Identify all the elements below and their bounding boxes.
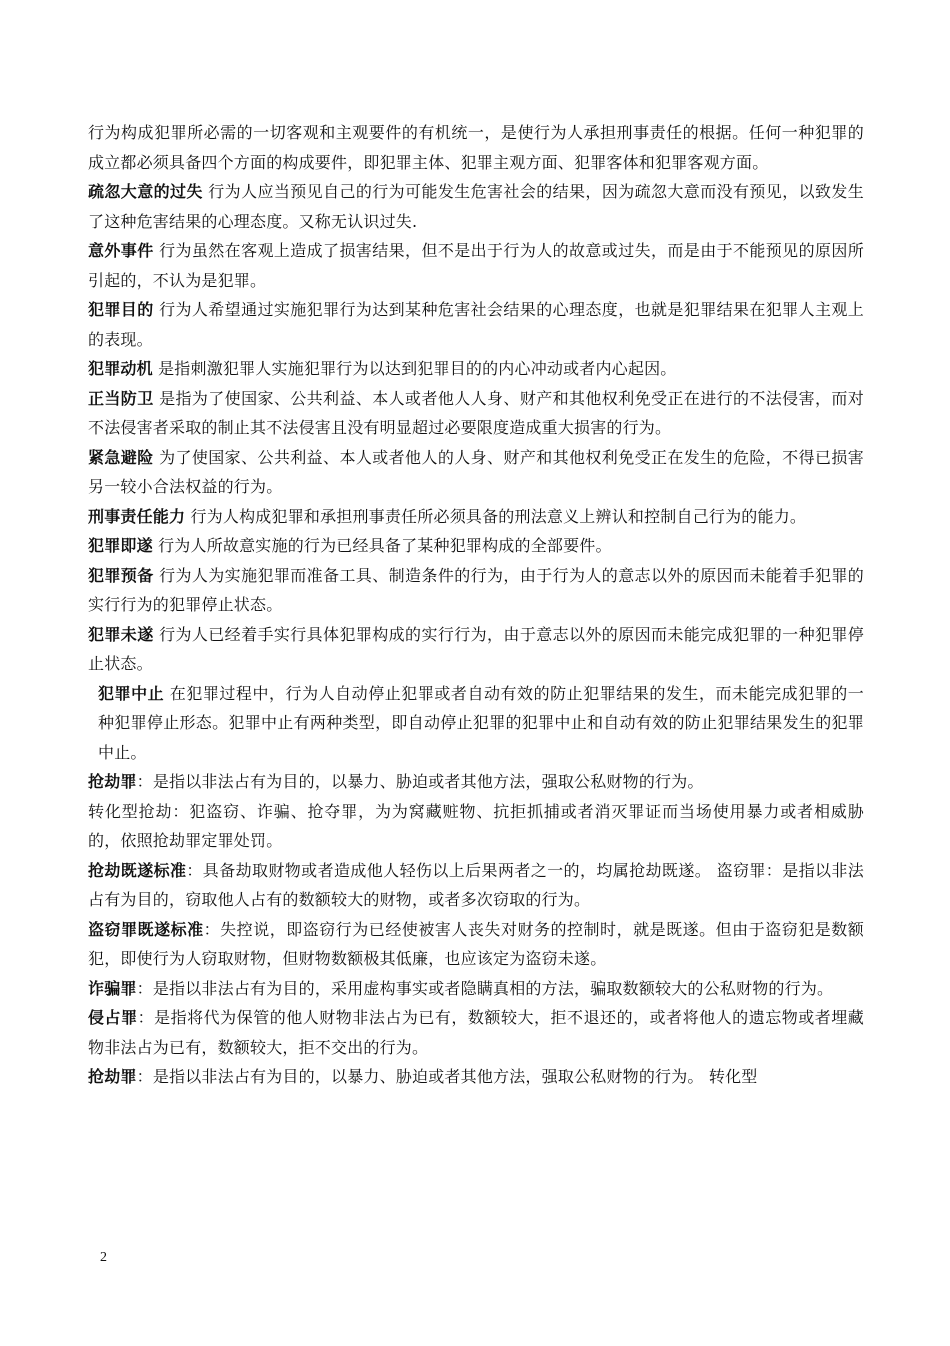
term-heading: 正当防卫 <box>88 388 154 408</box>
paragraph-definition <box>88 561 864 620</box>
page-number: 2 <box>100 1250 107 1265</box>
paragraph-plain <box>88 797 864 856</box>
paragraph-intro <box>88 118 864 177</box>
term-heading: 抢劫罪 <box>88 1067 137 1086</box>
paragraph-definition <box>88 620 864 679</box>
definition-text: 是指以非法占有为目的，采用虚构事实或者隐瞒真相的方法，骗取数额较大的公私财物的行为。 <box>152 978 834 998</box>
paragraph-definition <box>88 384 864 443</box>
term-heading: 抢劫既遂标准 <box>88 860 187 880</box>
paragraph-definition <box>88 443 864 502</box>
term-heading: 犯罪动机 <box>88 359 153 378</box>
paragraph-definition <box>88 502 864 532</box>
paragraph-definition <box>88 177 864 236</box>
term-heading: 紧急避险 <box>88 447 154 467</box>
definition-text: 具备劫取财物或者造成他人轻伤以上后果两者之一的，均属抢劫既遂。 盗窃罪：是指以非法占有为目的，窃取他人占有的数额较大的财物，或者多次窃取的行为。 <box>88 860 864 909</box>
definition-text: 是指为了使国家、公共利益、本人或者他人人身、财产和其他权利免受正在进行的不法侵害，而对不法侵害者采取的制止其不法侵害且没有明显超过必要限度造成重大损害的行为。 <box>88 388 864 437</box>
term-heading: 抢劫罪 <box>88 772 137 791</box>
paragraph-definition: 抢劫罪：是指以非法占有为目的，以暴力、胁迫或者其他方法，强取公私财物的行为。 转化型 <box>88 1067 758 1086</box>
document-body <box>88 118 864 1092</box>
definition-text: 行为虽然在客观上造成了损害结果，但不是出于行为人的故意或过失，而是由于不能预见的原因所引起的，不认为是犯罪。 <box>88 241 864 290</box>
paragraph-definition <box>88 295 864 354</box>
term-heading: 刑事责任能力 <box>88 506 186 526</box>
paragraph-definition <box>88 354 864 384</box>
term-heading: 犯罪中止 <box>98 683 165 703</box>
paragraph-definition <box>88 236 864 295</box>
paragraph-definition <box>88 679 864 768</box>
term-heading: 犯罪目的 <box>88 300 154 319</box>
paragraph-definition: 诈骗罪：是指以非法占有为目的，采用虚构事实或者隐瞒真相的方法，骗取数额较大的公私财物的行为。 <box>88 978 834 998</box>
paragraph-definition: 抢劫既遂标准：具备劫取财物或者造成他人轻伤以上后果两者之一的，均属抢劫既遂。 盗窃罪：是指以非法占有为目的，窃取他人占有的数额较大的财物，或者多次窃取的行为。 <box>88 860 864 909</box>
definition-text: 是指以非法占有为目的，以暴力、胁迫或者其他方法，强取公私财物的行为。 转化型 <box>152 1067 758 1086</box>
paragraph-definition: 盗窃罪既遂标准：失控说，即盗窃行为已经使被害人丧失对财务的控制时，就是既遂。但由于盗窃犯是数额犯，即使行为人窃取财物，但财物数额极其低廉，也应该定为盗窃未遂。 <box>88 919 865 968</box>
definition-text: 是指刺激犯罪人实施犯罪行为以达到犯罪目的的内心冲动或者内心起因。 <box>158 359 677 378</box>
definition-text: 在犯罪过程中，行为人自动停止犯罪或者自动有效的防止犯罪结果的发生，而未能完成犯罪的一种犯罪停止形态。犯罪中止有两种类型，即自动停止犯罪的犯罪中止和自动有效的防止犯罪结果发生的犯罪中止。 <box>98 683 864 762</box>
paragraph-definition <box>88 531 864 561</box>
paragraph-definition: 抢劫罪：是指以非法占有为目的，以暴力、胁迫或者其他方法，强取公私财物的行为。 <box>88 772 704 791</box>
definition-text: 是指将代为保管的他人财物非法占为已有，数额较大，拒不退还的，或者将他人的遗忘物或者埋藏物非法占为已有，数额较大，拒不交出的行为。 <box>88 1008 865 1057</box>
term-heading: 疏忽大意的过失 <box>88 182 203 201</box>
definition-text: 失控说，即盗窃行为已经使被害人丧失对财务的控制时，就是既遂。但由于盗窃犯是数额犯，即使行为人窃取财物，但财物数额极其低廉，也应该定为盗窃未遂。 <box>88 919 865 968</box>
term-heading: 盗窃罪既遂标准 <box>88 919 204 939</box>
definition-text: 为了使国家、公共利益、本人或者他人的人身、财产和其他权利免受正在发生的危险，不得已损害另一较小合法权益的行为。 <box>88 447 864 496</box>
term-heading: 犯罪预备 <box>88 565 154 585</box>
term-heading: 诈骗罪 <box>88 978 137 998</box>
term-heading: 侵占罪 <box>88 1008 138 1027</box>
term-heading: 意外事件 <box>88 241 154 260</box>
definition-text: 是指以非法占有为目的，以暴力、胁迫或者其他方法，强取公私财物的行为。 <box>152 772 704 791</box>
definition-text: 行为人构成犯罪和承担刑事责任所必须具备的刑法意义上辨认和控制自己行为的能力。 <box>190 506 807 526</box>
term-heading: 犯罪未遂 <box>88 624 154 644</box>
definition-text: 行为人为实施犯罪而准备工具、制造条件的行为，由于行为人的意志以外的原因而未能着手犯罪的实行行为的犯罪停止状态。 <box>88 565 864 614</box>
definition-text: 行为人希望通过实施犯罪行为达到某种危害社会结果的心理态度，也就是犯罪结果在犯罪人主观上的表现。 <box>88 300 864 349</box>
term-heading: 犯罪即遂 <box>88 536 153 555</box>
definition-text: 行为人应当预见自己的行为可能发生危害社会的结果，因为疏忽大意而没有预见，以致发生了这种危害结果的心理态度。又称无认识过失. <box>88 182 864 231</box>
paragraph-definition: 侵占罪：是指将代为保管的他人财物非法占为已有，数额较大，拒不退还的，或者将他人的遗忘物或者埋藏物非法占为已有，数额较大，拒不交出的行为。 <box>88 1008 865 1057</box>
definition-text: 行为人所故意实施的行为已经具备了某种犯罪构成的全部要件。 <box>158 536 612 555</box>
definition-text: 行为人已经着手实行具体犯罪构成的实行行为，由于意志以外的原因而未能完成犯罪的一种犯罪停止状态。 <box>88 624 864 673</box>
paragraph-text: 行为构成犯罪所必需的一切客观和主观要件的有机统一，是使行为人承担刑事责任的根据。任何一种犯罪的成立都必须具备四个方面的构成要件，即犯罪主体、犯罪主观方面、犯罪客体和犯罪客观方面。 <box>88 123 864 172</box>
paragraph-text: 转化型抢劫：犯盗窃、诈骗、抢夺罪，为为窝藏赃物、抗拒抓捕或者消灭罪证而当场使用暴力或者相威胁的，依照抢劫罪定罪处罚。 <box>88 801 864 850</box>
